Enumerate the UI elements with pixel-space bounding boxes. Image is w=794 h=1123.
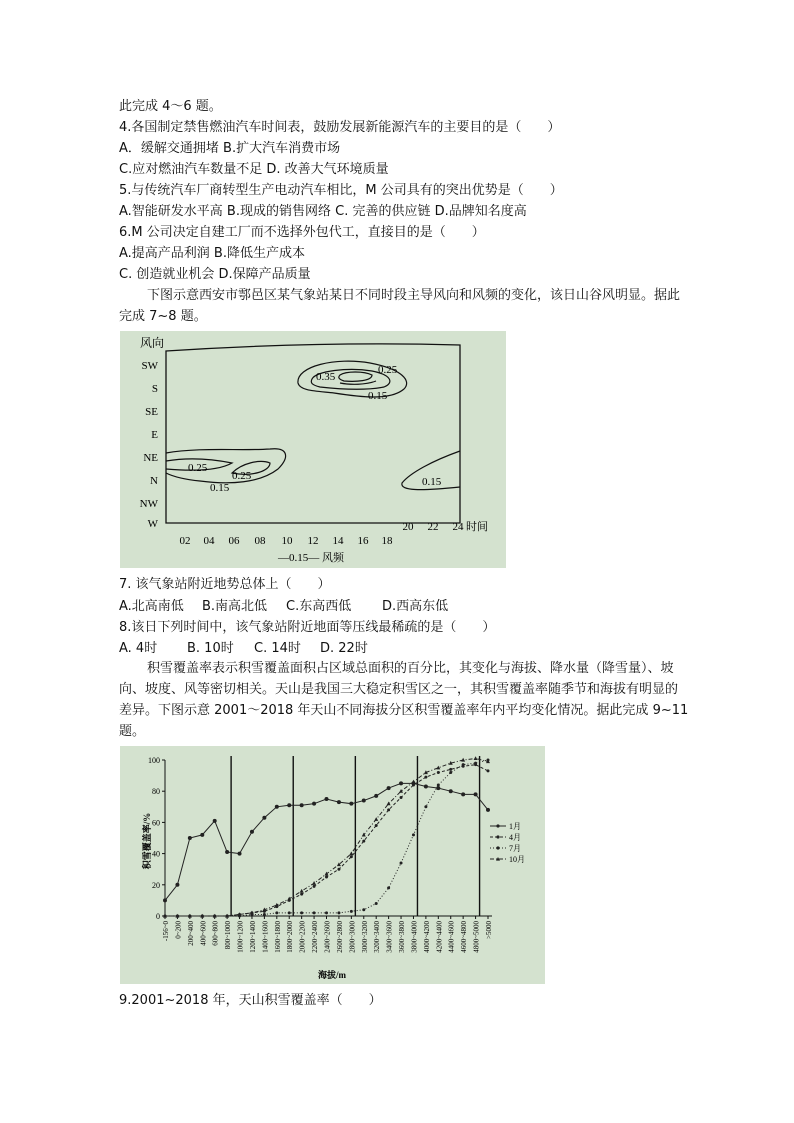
contour-label-025-upper: 0.25: [378, 364, 398, 376]
data-point: [325, 911, 328, 914]
data-point: [375, 824, 378, 827]
data-point: [412, 783, 415, 786]
data-point: [337, 868, 340, 871]
data-point: [474, 792, 478, 796]
data-point: [437, 783, 440, 786]
data-point: [400, 796, 403, 799]
xtick-20: 20: [402, 521, 414, 533]
xtick-12: 12: [307, 535, 319, 547]
figure-1-xlabel: 时间: [466, 521, 488, 533]
ytick-w: W: [147, 518, 158, 530]
ytick-ne: NE: [143, 452, 158, 464]
question-6-options-ab: A.提高产品利润 B.降低生产成本: [119, 246, 305, 261]
data-point: [400, 861, 403, 864]
data-point: [175, 883, 179, 887]
data-point: [424, 805, 427, 808]
xtick-label: 2400~2600: [323, 921, 332, 953]
data-point: [387, 801, 391, 805]
data-point: [387, 808, 390, 811]
data-point: [200, 833, 204, 837]
data-point: [374, 817, 378, 821]
snow-cover-chart: [120, 746, 545, 984]
contour-label-015-right: 0.15: [422, 476, 442, 488]
xtick-10: 10: [281, 535, 293, 547]
xtick-label: 2000~2200: [298, 921, 307, 953]
data-point: [312, 881, 316, 885]
xtick-label: 0~200: [174, 921, 183, 939]
data-point: [300, 911, 303, 914]
question-6-options-cd: C. 创造就业机会 D.保障产品质量: [119, 267, 311, 282]
question-8-option-c: C. 14时: [254, 641, 301, 656]
xtick-label: 3400~3600: [385, 921, 394, 953]
xtick-08: 08: [254, 535, 266, 547]
data-point: [300, 893, 303, 896]
data-point: [437, 771, 440, 774]
data-point: [275, 911, 278, 914]
figure-2-intro: 积雪覆盖率表示积雪覆盖面积占区域总面积的百分比，其变化与海拔、降水量（降雪量）、坡向、坡度、风等密切相关。天山是我国三大稳定积雪区之一，其积雪覆盖率随季节和海拔有明显的差异。下图示意 2001～2018 年天山不同海拔分区积雪覆盖率年内平均变化情况。据此完成 9~11 题。: [119, 661, 689, 739]
data-point: [424, 785, 428, 789]
xtick-14: 14: [332, 535, 344, 547]
line-intro-end: 此完成 4～6 题。: [119, 99, 222, 114]
ytick-n: N: [150, 475, 158, 487]
xtick-label: 1400~1600: [261, 921, 270, 953]
ytick-label: 0: [156, 912, 160, 921]
xtick-label: 800~1000: [224, 921, 233, 950]
data-point: [462, 763, 465, 766]
xtick-label: 2800~3000: [348, 921, 357, 953]
xtick-label: 400~600: [199, 921, 208, 946]
data-point: [275, 805, 279, 809]
question-7-option-c: C.东高西低: [286, 599, 352, 614]
ytick-nw: NW: [139, 498, 158, 510]
ytick-s: S: [151, 383, 158, 395]
data-point: [449, 768, 452, 771]
series-line-3: [165, 760, 488, 916]
legend-label: 1月: [509, 822, 521, 831]
data-point: [362, 840, 365, 843]
xtick-18: 18: [381, 535, 393, 547]
xtick-label: 4000~4200: [422, 921, 431, 953]
data-point: [238, 852, 242, 856]
data-point: [461, 792, 465, 796]
question-4-options-cd: C.应对燃油汽车数量不足 D. 改善大气环境质量: [119, 162, 389, 177]
legend-marker: [496, 846, 499, 849]
data-point: [287, 803, 291, 807]
chart-xlabel: 海拔/m: [318, 970, 346, 980]
data-point: [350, 910, 353, 913]
data-point: [412, 833, 415, 836]
data-point: [350, 855, 353, 858]
data-point: [225, 850, 229, 854]
contour-label-025-right: 0.25: [232, 470, 252, 482]
question-8-option-a: A. 4时: [119, 641, 158, 656]
xtick-label: 4400~4600: [447, 921, 456, 953]
data-point: [288, 911, 291, 914]
question-7: 7. 该气象站附近地势总体上（ ）: [119, 577, 331, 592]
series-line-4: [165, 758, 488, 916]
xtick-24: 24: [452, 521, 464, 533]
question-8: 8.该日下列时间中，该气象站附近地面等压线最稀疏的是（ ）: [119, 620, 496, 635]
data-point: [300, 889, 304, 893]
ytick-label: 20: [152, 880, 160, 890]
legend-label: 10月: [509, 855, 525, 864]
data-point: [337, 911, 340, 914]
data-point: [474, 756, 478, 760]
xtick-label: 4600~4800: [460, 921, 469, 953]
xtick-label: 2600~2800: [335, 921, 344, 953]
figure-1-ylabel: 风向: [140, 336, 165, 350]
data-point: [313, 885, 316, 888]
xtick-label: 3600~3800: [398, 921, 407, 953]
figure-1-legend: —0.15— 风频: [278, 552, 344, 564]
data-point: [411, 780, 415, 784]
xtick-22: 22: [427, 521, 439, 533]
xtick-label: 1600~1800: [273, 921, 282, 953]
contour-label-025-left: 0.25: [188, 462, 208, 474]
data-point: [387, 786, 391, 790]
xtick-label: 1200~1400: [248, 921, 257, 953]
ytick-sw: SW: [141, 360, 158, 372]
data-point: [362, 799, 366, 803]
question-7-option-b: B.南高北低: [202, 599, 268, 614]
xtick-06: 06: [228, 535, 240, 547]
data-point: [262, 816, 266, 820]
data-point: [300, 803, 304, 807]
question-6: 6.M 公司决定自建工厂而不选择外包代工，直接目的是（ ）: [119, 225, 485, 240]
data-point: [424, 776, 427, 779]
legend-marker: [496, 824, 499, 827]
question-4-options-ab: A．缓解交通拥堵 B.扩大汽车消费市场: [119, 141, 341, 156]
contour-label-035: 0.35: [316, 371, 336, 383]
data-point: [349, 802, 353, 806]
data-point: [337, 800, 341, 804]
ytick-label: 80: [152, 787, 160, 797]
ytick-se: SE: [145, 406, 158, 418]
figure-1-intro: 下图示意西安市鄠邑区某气象站某日不同时段主导风向和风频的变化，该日山谷风明显。据此完成 7~8 题。: [119, 288, 681, 324]
question-7-option-d: D.西高东低: [382, 599, 449, 614]
data-point: [486, 808, 490, 812]
data-point: [349, 851, 353, 855]
contours-northeast: [166, 449, 286, 483]
xtick-label: >5000: [485, 921, 493, 939]
data-point: [163, 898, 167, 902]
data-point: [461, 758, 465, 762]
data-point: [449, 789, 453, 793]
data-point: [263, 913, 266, 916]
xtick-label: 200~400: [186, 921, 195, 946]
xtick-label: 600~800: [211, 921, 220, 946]
data-point: [362, 908, 365, 911]
chart-ylabel: 积雪覆盖率/%: [142, 812, 152, 870]
data-point: [325, 876, 328, 879]
question-8-option-d: D. 22时: [320, 641, 368, 656]
wind-frequency-figure: [120, 331, 506, 568]
data-point: [213, 819, 217, 823]
question-4: 4.各国制定禁售燃油汽车时间表，鼓励发展新能源汽车的主要目的是（ ）: [119, 120, 561, 135]
plot-frame: [166, 344, 460, 523]
data-point: [487, 769, 490, 772]
xtick-label: 1000~1200: [236, 921, 245, 953]
xtick-label: 2200~2400: [311, 921, 320, 953]
xtick-label: 1800~2000: [286, 921, 295, 953]
contour-label-015-upper: 0.15: [368, 390, 388, 402]
xtick-label: 3800~4000: [410, 921, 419, 953]
question-5: 5.与传统汽车厂商转型生产电动汽车相比，M 公司具有的突出优势是（ ）: [119, 183, 563, 198]
snow-cover-figure: [120, 746, 545, 984]
xtick-04: 04: [203, 535, 215, 547]
data-point: [325, 797, 329, 801]
data-point: [312, 802, 316, 806]
ytick-e: E: [151, 429, 158, 441]
xtick-label: -156~0: [162, 921, 170, 942]
data-point: [188, 836, 192, 840]
ytick-label: 100: [148, 756, 160, 765]
question-8-option-b: B. 10时: [187, 641, 234, 656]
data-point: [374, 794, 378, 798]
contour-label-015-left: 0.15: [210, 482, 230, 494]
data-point: [399, 789, 403, 793]
xtick-label: 4200~4400: [435, 921, 444, 953]
question-7-option-a: A.北高南低: [119, 599, 184, 614]
data-point: [436, 766, 440, 770]
data-point: [375, 902, 378, 905]
legend-label: 4月: [509, 833, 521, 842]
data-point: [313, 911, 316, 914]
xtick-16: 16: [357, 535, 369, 547]
xtick-label: 4800~5000: [472, 921, 481, 953]
data-point: [474, 762, 477, 765]
question-9: 9.2001~2018 年，天山积雪覆盖率（ ）: [119, 993, 382, 1008]
ytick-label: 40: [152, 849, 160, 859]
legend-marker: [496, 835, 499, 838]
ytick-label: 60: [152, 818, 160, 828]
data-point: [250, 830, 254, 834]
data-point: [449, 771, 452, 774]
data-point: [399, 781, 403, 785]
xtick-label: 3000~3200: [360, 921, 369, 953]
question-5-options: A.智能研发水平高 B.现成的销售网络 C. 完善的供应链 D.品牌知名度高: [119, 204, 527, 219]
xtick-label: 3200~3400: [373, 921, 382, 953]
legend-label: 7月: [509, 844, 521, 853]
data-point: [387, 886, 390, 889]
xtick-02: 02: [179, 535, 191, 547]
